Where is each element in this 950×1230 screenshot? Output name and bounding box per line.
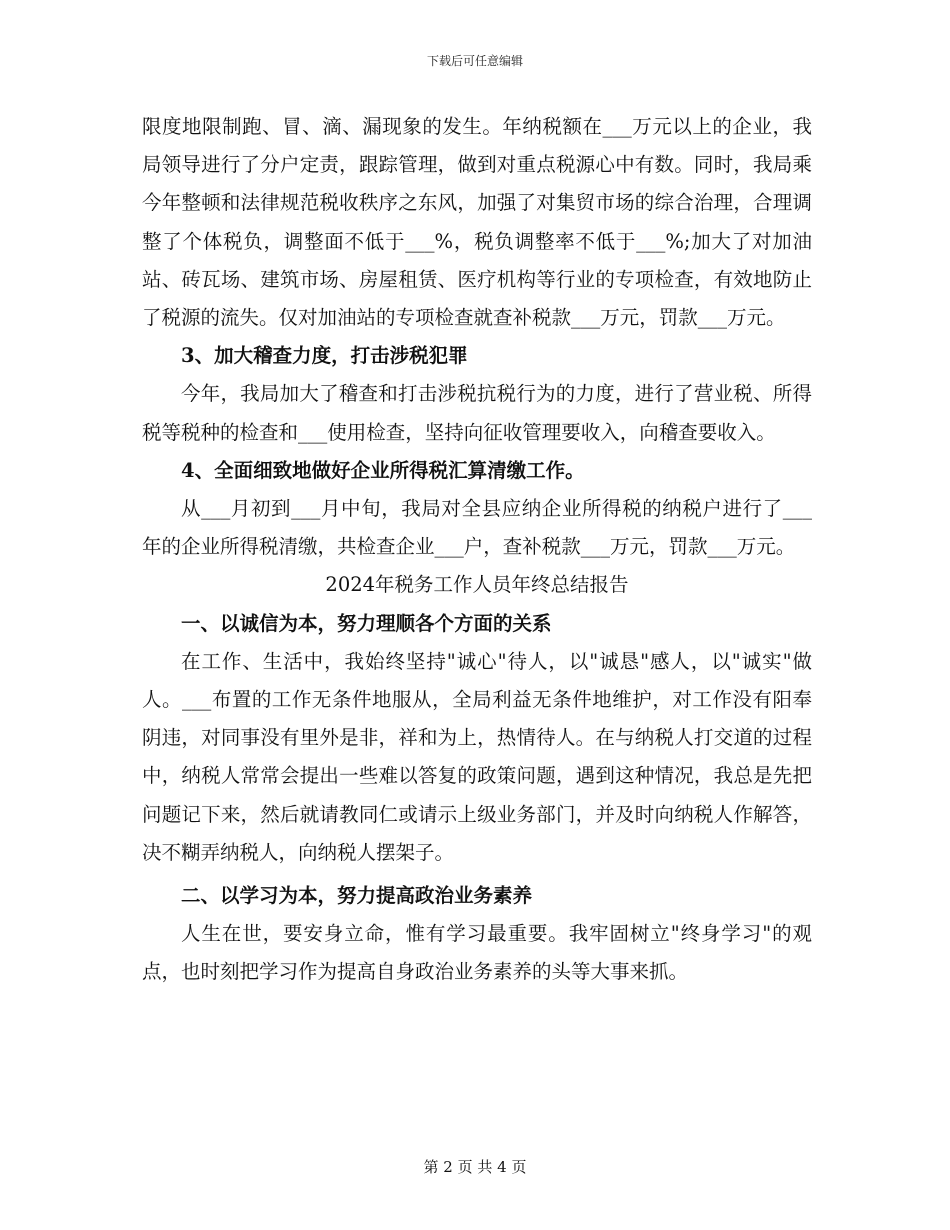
page-footer: 第 2 页 共 4 页 [423,1158,527,1176]
page-header: 下载后可任意编辑 [426,54,523,68]
report-title: 2024年税务工作人员年终总结报告 [325,573,629,597]
paragraph-income-tax: 从___月初到___月中旬，我局对全县应纳企业所得税的纳税户进行了___年的企业所得税清缴，共检查企业___户，查补税款___万元，罚款___万元。 [142,497,812,559]
paragraph-audit: 今年，我局加大了稽查和打击涉税抗税行为的力度，进行了营业税、所得税等税种的检查和___使用检查，坚持向征收管理要收入，向稽查要收入。 [142,382,812,444]
document-body [142,108,812,992]
paragraph-integrity: 在工作、生活中，我始终坚持"诚心"待人，以"诚恳"感人，以"诚实"做人。___布置的工作无条件地服从，全局利益无条件地维护，对工作没有阳奉阴违，对同事没有里外是非，祥和为上，热情待人。在与纳税人打交道的过程中，纳税人常常会提出一些难以答复的政策问题，遇到这种情况，我总是先把问题记下来，然后就请教同仁或请示上级业务部门，并及时向纳税人作解答，决不糊弄纳税人，向纳税人摆架子。 [142,649,812,864]
heading-income-tax-settlement: 4、全面细致地做好企业所得税汇算清缴工作。 [181,458,585,482]
heading-audit-enforcement: 3、加大稽查力度，打击涉税犯罪 [181,344,468,368]
paragraph-learning: 人生在世，要安身立命，惟有学习最重要。我牢固树立"终身学习"的观点，也时刻把学习作为提高自身政治业务素养的头等大事来抓。 [142,922,812,984]
paragraph-source-control: 限度地限制跑、冒、滴、漏现象的发生。年纳税额在___万元以上的企业，我局领导进行了分户定责，跟踪管理，做到对重点税源心中有数。同时，我局乘今年整顿和法律规范税收秩序之东风，加强了对集贸市场的综合治理，合理调整了个体税负，调整面不低于___%，税负调整率不低于___%;加大了对加油站、砖瓦场、建筑市场、房屋租赁、医疗机构等行业的专项检查，有效地防止了税源的流失。仅对加油站的专项检查就查补税款___万元，罚款___万元。 [142,115,812,330]
section-heading-integrity: 一、以诚信为本，努力理顺各个方面的关系 [181,611,552,635]
section-heading-learning: 二、以学习为本，努力提高政治业务素养 [181,884,533,908]
